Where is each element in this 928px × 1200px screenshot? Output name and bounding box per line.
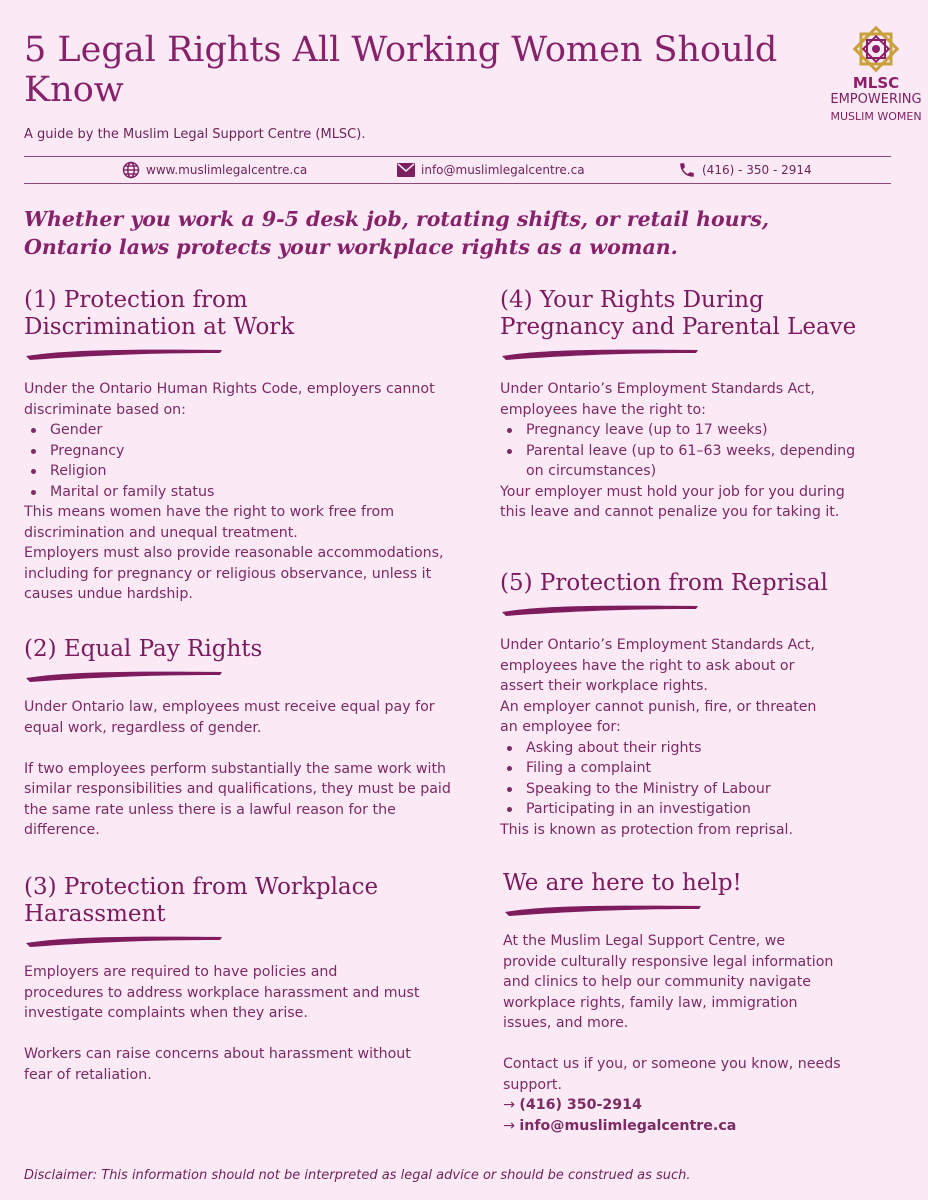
section-1-heading — [24, 287, 464, 341]
help-email[interactable]: info@muslimlegalcentre.ca — [519, 1117, 737, 1134]
paragraph-line: fear of retaliation. — [24, 1066, 152, 1083]
paragraph-line: provide culturally responsive legal information — [503, 953, 834, 970]
list-item: Pregnancy — [24, 441, 464, 462]
brush-underline — [500, 347, 700, 361]
paragraph-line: causes undue hardship. — [24, 586, 193, 602]
brush-underline — [24, 934, 224, 948]
arrow-icon: → — [503, 1117, 515, 1134]
list-item: Religion — [24, 461, 464, 482]
list-item: Asking about their rights — [500, 738, 910, 759]
paragraph-line: including for pregnancy or religious observance, unless it — [24, 565, 432, 582]
paragraph-line: Under the Ontario Human Rights Code, employers cannot — [24, 381, 435, 397]
paragraph-line: Employers must also provide reasonable accommodations, — [24, 545, 444, 561]
section-harassment — [24, 874, 464, 1085]
phone-icon — [678, 161, 696, 179]
list-item-line: on circumstances) — [526, 463, 657, 479]
paragraph-line: this leave and cannot penalize you for taking it. — [500, 504, 840, 520]
paragraph-line: Under Ontario law, employees must receive equal pay for — [24, 699, 435, 715]
logo-star-icon — [851, 24, 901, 74]
paragraph-line: support. — [503, 1076, 562, 1093]
phone-text: (416) - 350 - 2914 — [702, 163, 812, 177]
paragraph-line: This means women have the right to work free from — [24, 504, 395, 520]
paragraph-line: employees have the right to ask about or — [500, 657, 795, 674]
list-item: Participating in an investigation — [500, 799, 910, 820]
brush-underline — [24, 669, 224, 683]
page-title: 5 Legal Rights All Working Women Should Know — [24, 30, 778, 110]
section-discrimination — [24, 287, 464, 605]
website-text: www.muslimlegalcentre.ca — [146, 163, 308, 177]
email-link[interactable] — [397, 158, 585, 182]
paragraph-line: Your employer must hold your job for you during — [500, 483, 845, 500]
paragraph-line: similar responsibilities and qualifications, they must be paid — [24, 781, 451, 797]
divider-top — [24, 156, 891, 157]
paragraph-line: Contact us if you, or someone you know, needs — [503, 1056, 841, 1072]
paragraph-line: equal work, regardless of gender. — [24, 719, 262, 736]
section-5-heading: (5) Protection from Reprisal — [500, 570, 828, 596]
intro-line-2: Ontario laws protects your workplace rights as a woman. — [24, 235, 678, 259]
logo-tagline-2: MUSLIM WOMEN — [830, 110, 922, 123]
paragraph-line: employees have the right to: — [500, 401, 706, 418]
intro-line-1: Whether you work a 9-5 desk job, rotating shifts, or retail hours, — [24, 207, 770, 231]
divider-bottom — [24, 183, 891, 184]
paragraph-line: discriminate based on: — [24, 401, 186, 418]
section-3-heading — [24, 874, 464, 928]
list-item: Gender — [24, 420, 464, 441]
section-4-body — [500, 379, 910, 523]
logo-name: MLSC — [852, 74, 900, 92]
reprisal-actions-list — [500, 738, 910, 820]
paragraph-line: Employers are required to have policies and — [24, 964, 338, 980]
paragraph-line: workplace rights, family law, immigration — [503, 994, 798, 1011]
section-2-heading: (2) Equal Pay Rights — [24, 636, 263, 662]
paragraph-line: Under Ontario’s Employment Standards Act, — [500, 637, 815, 653]
paragraph-line: If two employees perform substantially the same work with — [24, 760, 447, 777]
section-3-heading-line-2: Harassment — [24, 901, 166, 927]
section-reprisal — [500, 570, 910, 840]
section-4-heading — [500, 287, 910, 341]
brush-underline — [24, 347, 224, 361]
help-phone[interactable]: (416) 350-2914 — [519, 1097, 642, 1113]
help-phone-line[interactable] — [503, 1095, 913, 1116]
paragraph-line: Workers can raise concerns about harassment without — [24, 1046, 411, 1062]
brush-underline — [503, 903, 703, 917]
page-subtitle: A guide by the Muslim Legal Support Centre (MLSC). — [24, 127, 366, 142]
globe-icon — [122, 161, 140, 179]
paragraph-line: investigate complaints when they arise. — [24, 1005, 308, 1021]
paragraph-line: procedures to address workplace harassment and must — [24, 984, 420, 1001]
phone-link[interactable] — [678, 158, 812, 182]
paragraph-line: the same rate unless there is a lawful reason for the — [24, 801, 396, 818]
discrimination-grounds-list — [24, 420, 464, 502]
email-text: info@muslimlegalcentre.ca — [421, 163, 585, 177]
paragraph-line: and clinics to help our community navigate — [503, 974, 811, 990]
paragraph-line: assert their workplace rights. — [500, 678, 708, 694]
list-item-line: Parental leave (up to 61–63 weeks, depending — [526, 442, 856, 459]
paragraph-line: discrimination and unequal treatment. — [24, 524, 298, 541]
envelope-icon — [397, 163, 415, 177]
section-1-heading-line-1: (1) Protection from — [24, 287, 248, 313]
disclaimer: Disclaimer: This information should not be interpreted as legal advice or should be construed as such. — [24, 1168, 691, 1183]
section-pregnancy-leave — [500, 287, 910, 523]
logo-tagline-1: EMPOWERING — [830, 92, 922, 107]
list-item — [500, 441, 910, 482]
website-link[interactable] — [122, 158, 307, 182]
paragraph-line: An employer cannot punish, fire, or threaten — [500, 698, 817, 715]
section-1-body — [24, 379, 464, 605]
help-email-line[interactable] — [503, 1116, 913, 1137]
paragraph-line: issues, and more. — [503, 1015, 629, 1031]
arrow-icon: → — [503, 1097, 515, 1113]
help-body — [503, 931, 913, 1136]
section-help — [503, 870, 913, 1136]
section-3-body — [24, 962, 464, 1085]
brush-underline — [500, 603, 700, 617]
list-item: Marital or family status — [24, 482, 464, 503]
paragraph-line: an employee for: — [500, 719, 621, 735]
section-1-heading-line-2: Discrimination at Work — [24, 314, 295, 340]
paragraph-line: This is known as protection from reprisal. — [500, 821, 794, 838]
mlsc-logo — [828, 24, 924, 125]
section-5-body — [500, 635, 910, 840]
intro-statement — [24, 205, 922, 261]
section-equal-pay — [24, 636, 464, 841]
paragraph-line: At the Muslim Legal Support Centre, we — [503, 933, 786, 949]
section-2-body — [24, 697, 464, 841]
paragraph-line: difference. — [24, 822, 100, 838]
list-item: Pregnancy leave (up to 17 weeks) — [500, 420, 910, 441]
paragraph-line: Under Ontario’s Employment Standards Act, — [500, 381, 815, 397]
help-heading: We are here to help! — [503, 870, 742, 896]
list-item: Filing a complaint — [500, 758, 910, 779]
section-4-heading-line-2: Pregnancy and Parental Leave — [500, 314, 857, 340]
list-item: Speaking to the Ministry of Labour — [500, 779, 910, 800]
leave-rights-list — [500, 420, 910, 482]
section-4-heading-line-1: (4) Your Rights During — [500, 287, 764, 313]
section-3-heading-line-1: (3) Protection from Workplace — [24, 874, 379, 900]
